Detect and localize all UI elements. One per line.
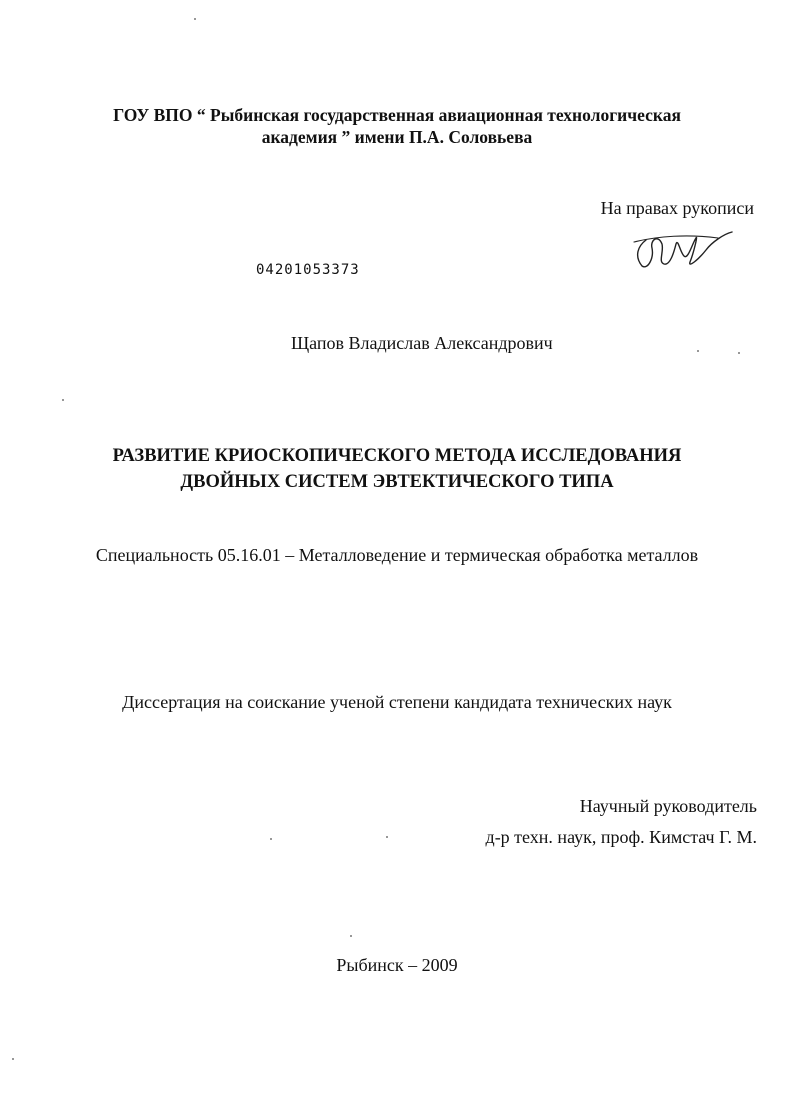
city-year: Рыбинск – 2009 [336, 955, 458, 975]
handwritten-signature [628, 222, 738, 272]
specialty: Специальность 05.16.01 – Металловедение и термическая обработка металлов [95, 545, 699, 565]
scan-speck [12, 1058, 14, 1060]
scan-speck [270, 838, 272, 840]
supervisor-block [486, 791, 757, 853]
scan-speck [697, 350, 699, 352]
scan-speck [62, 399, 64, 401]
author-name: Щапов Владислав Александрович [291, 333, 553, 353]
scan-speck [738, 352, 740, 354]
institution-line-1: ГОУ ВПО “ Рыбинская государственная авиационная технологическая [113, 105, 681, 125]
institution-header [0, 104, 794, 148]
supervisor-name: д-р техн. наук, проф. Кимстач Г. М. [485, 827, 757, 847]
title-line-2: ДВОЙНЫХ СИСТЕМ ЭВТЕКТИЧЕСКОГО ТИПА [180, 472, 614, 492]
supervisor-label: Научный руководитель [579, 796, 757, 816]
scan-speck [386, 836, 388, 838]
dissertation-type: Диссертация на соискание ученой степени кандидата технических наук [122, 692, 672, 712]
inventory-number: 04201053373 [256, 262, 360, 278]
dissertation-title [0, 443, 794, 495]
title-line-1: РАЗВИТИЕ КРИОСКОПИЧЕСКОГО МЕТОДА ИССЛЕДОВАНИЯ [112, 446, 682, 466]
scan-speck [194, 18, 196, 20]
rights-note: На правах рукописи [600, 198, 754, 218]
scan-speck [350, 935, 352, 937]
institution-line-2: академия ” имени П.А. Соловьева [261, 127, 533, 147]
